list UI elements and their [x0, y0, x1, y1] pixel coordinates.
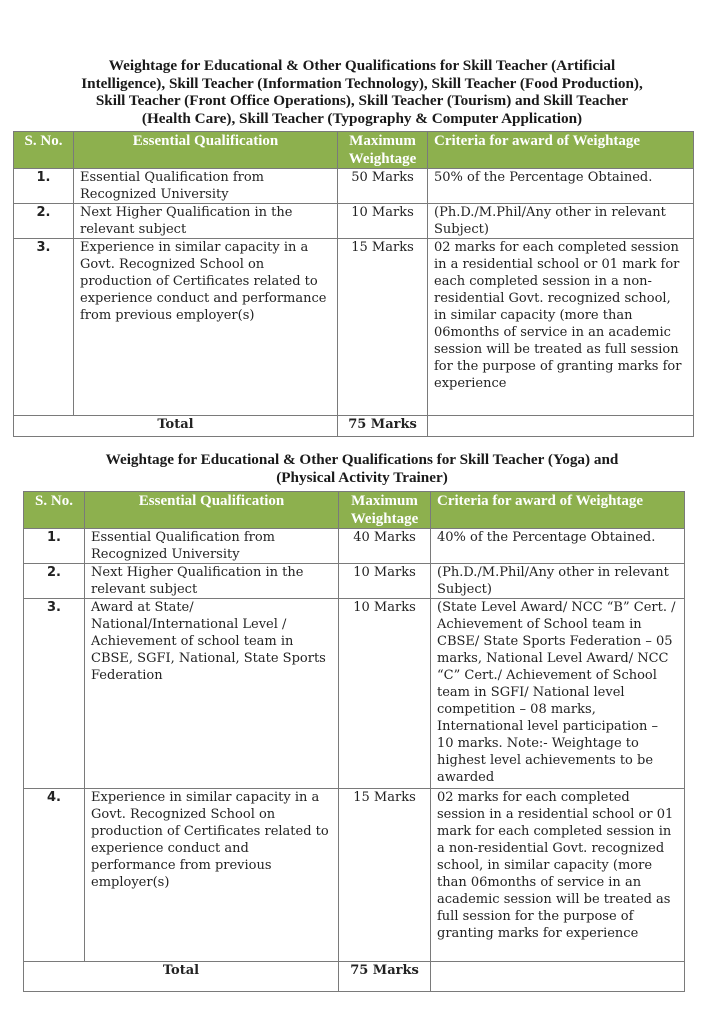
total-label: Total [14, 416, 338, 437]
col-header-qualification: Essential Qualification [85, 492, 339, 529]
row-sno: 4. [24, 789, 85, 962]
table-row [24, 564, 685, 599]
col-header-qualification: Essential Qualification [74, 132, 338, 169]
total-criteria-empty [428, 416, 694, 437]
row-marks: 10 Marks [339, 564, 431, 599]
total-row [14, 416, 694, 437]
row-qualification: Experience in similar capacity in a Govt. Recognized School on production of Certificates related to experience conduct and performance from previous employer(s) [85, 789, 339, 962]
total-criteria-empty [431, 962, 685, 992]
heading-line: Skill Teacher (Front Office Operations), Skill Teacher (Tourism) and Skill Teacher [95, 92, 629, 109]
heading-line: Weightage for Educational & Other Qualifications for Skill Teacher (Yoga) and [105, 451, 619, 468]
heading-line: Weightage for Educational & Other Qualifications for Skill Teacher (Artificial [108, 57, 616, 74]
row-qualification: Experience in similar capacity in a Govt. Recognized School on production of Certificates related to experience conduct and performance from previous employer(s) [74, 239, 338, 416]
row-qualification: Next Higher Qualification in the relevant subject [85, 564, 339, 599]
table-row [24, 599, 685, 789]
table-header-row [24, 492, 685, 529]
heading-line: Intelligence), Skill Teacher (Information Technology), Skill Teacher (Food Production), [81, 74, 643, 92]
table-row [24, 529, 685, 564]
row-marks: 10 Marks [339, 599, 431, 789]
col-header-sno: S. No. [14, 132, 74, 169]
row-marks: 15 Marks [338, 239, 428, 416]
row-qualification: Award at State/ National/International Level / Achievement of school team in CBSE, SGFI, National, State Sports Federation [85, 599, 339, 789]
total-marks: 75 Marks [339, 962, 431, 992]
col-header-criteria: Criteria for award of Weightage [428, 132, 694, 169]
row-marks: 10 Marks [338, 204, 428, 239]
row-marks: 15 Marks [339, 789, 431, 962]
total-marks: 75 Marks [338, 416, 428, 437]
heading-line: (Health Care), Skill Teacher (Typography & Computer Application) [141, 109, 583, 127]
section2-heading [0, 451, 724, 486]
col-header-max-weightage: Maximum Weightage [339, 492, 431, 529]
table-row [14, 204, 694, 239]
table-row [14, 239, 694, 416]
row-sno: 1. [14, 169, 74, 204]
row-sno: 3. [24, 599, 85, 789]
row-qualification: Essential Qualification from Recognized University [74, 169, 338, 204]
row-sno: 3. [14, 239, 74, 416]
row-marks: 40 Marks [339, 529, 431, 564]
row-criteria: (Ph.D./M.Phil/Any other in relevant Subject) [428, 204, 694, 239]
row-criteria: 02 marks for each completed session in a residential school or 01 mark for each completed session in a non-residential Govt. recognized school, in similar capacity (more than 06months of service in an academic session will be treated as full session for the purpose of granting marks for experience [428, 239, 694, 416]
weightage-table-1 [13, 131, 694, 437]
row-qualification: Next Higher Qualification in the relevant subject [74, 204, 338, 239]
total-row [24, 962, 685, 992]
table-row [24, 789, 685, 962]
section1-heading [0, 57, 724, 127]
row-qualification: Essential Qualification from Recognized University [85, 529, 339, 564]
row-criteria: 50% of the Percentage Obtained. [428, 169, 694, 204]
row-criteria: (State Level Award/ NCC “B” Cert. / Achievement of School team in CBSE/ State Sports Federation – 05 marks, National Level Award/ NCC “C” Cert./ Achievement of School team in SGFI/ National level competition – 08 marks, International level participation – 10 marks. Note:- Weightage to highest level achievements to be awarded [431, 599, 685, 789]
table-row [14, 169, 694, 204]
row-sno: 2. [14, 204, 74, 239]
table-header-row [14, 132, 694, 169]
col-header-sno: S. No. [24, 492, 85, 529]
col-header-criteria: Criteria for award of Weightage [431, 492, 685, 529]
total-label: Total [24, 962, 339, 992]
row-sno: 1. [24, 529, 85, 564]
row-criteria: (Ph.D./M.Phil/Any other in relevant Subject) [431, 564, 685, 599]
col-header-max-weightage: Maximum Weightage [338, 132, 428, 169]
row-marks: 50 Marks [338, 169, 428, 204]
row-criteria: 02 marks for each completed session in a residential school or 01 mark for each completed session in a non-residential Govt. recognized school, in similar capacity (more than 06months of service in an academic session will be treated as full session for the purpose of granting marks for experience [431, 789, 685, 962]
row-sno: 2. [24, 564, 85, 599]
weightage-table-2 [23, 491, 685, 992]
row-criteria: 40% of the Percentage Obtained. [431, 529, 685, 564]
heading-line: (Physical Activity Trainer) [276, 468, 448, 486]
